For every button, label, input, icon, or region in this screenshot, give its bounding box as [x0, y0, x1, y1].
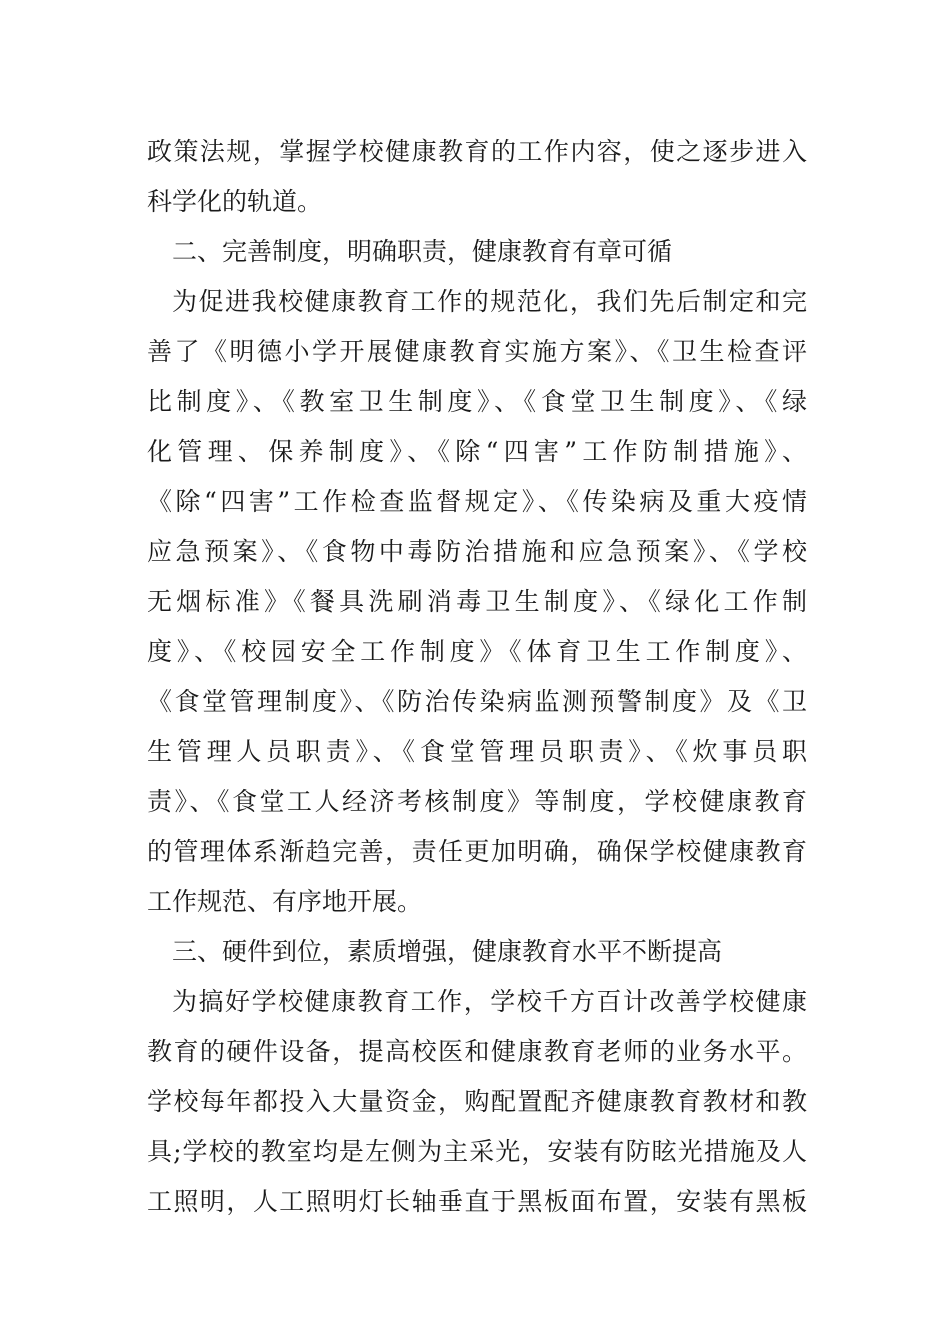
paragraph-line: 善了《明德小学开展健康教育实施方案》、《卫生检查评 [147, 337, 807, 366]
paragraph-line: 应急预案》、《食物中毒防治措施和应急预案》、《学校 [147, 537, 807, 566]
paragraph-line: 《食堂管理制度》、《防治传染病监测预警制度》及《卫 [147, 687, 807, 716]
paragraph-line: 责》、《食堂工人经济考核制度》等制度，学校健康教育 [147, 787, 807, 816]
section-heading: 三、硬件到位，素质增强，健康教育水平不断提高 [172, 937, 723, 966]
section-heading: 二、完善制度，明确职责，健康教育有章可循 [172, 237, 673, 266]
paragraph-line: 无烟标准》《餐具洗刷消毒卫生制度》、《绿化工作制 [147, 587, 807, 616]
paragraph-line: 度》、《校园安全工作制度》《体育卫生工作制度》、 [147, 637, 807, 666]
paragraph-line: 生管理人员职责》、《食堂管理员职责》、《炊事员职 [147, 737, 807, 766]
paragraph-line: 具;学校的教室均是左侧为主采光，安装有防眩光措施及人 [147, 1137, 807, 1166]
paragraph-line: 比制度》、《教室卫生制度》、《食堂卫生制度》、《绿 [147, 387, 807, 416]
paragraph-line: 教育的硬件设备，提高校医和健康教育老师的业务水平。 [147, 1037, 807, 1066]
paragraph-line: 科学化的轨道。 [147, 187, 323, 216]
paragraph-line: 《除“四害”工作检查监督规定》、《传染病及重大疫情 [147, 487, 807, 516]
paragraph-line: 化管理、保养制度》、《除“四害”工作防制措施》、 [147, 437, 807, 466]
paragraph-line: 政策法规，掌握学校健康教育的工作内容，使之逐步进入 [147, 137, 807, 166]
paragraph-line: 工作规范、有序地开展。 [147, 887, 423, 916]
paragraph-line: 学校每年都投入大量资金，购配置配齐健康教育教材和教 [147, 1087, 807, 1116]
paragraph-line: 工照明，人工照明灯长轴垂直于黑板面布置，安装有黑板 [147, 1187, 807, 1216]
paragraph-line: 为促进我校健康教育工作的规范化，我们先后制定和完 [172, 287, 807, 316]
paragraph-line: 的管理体系渐趋完善，责任更加明确，确保学校健康教育 [147, 837, 807, 866]
paragraph-line: 为搞好学校健康教育工作，学校千方百计改善学校健康 [172, 987, 807, 1016]
